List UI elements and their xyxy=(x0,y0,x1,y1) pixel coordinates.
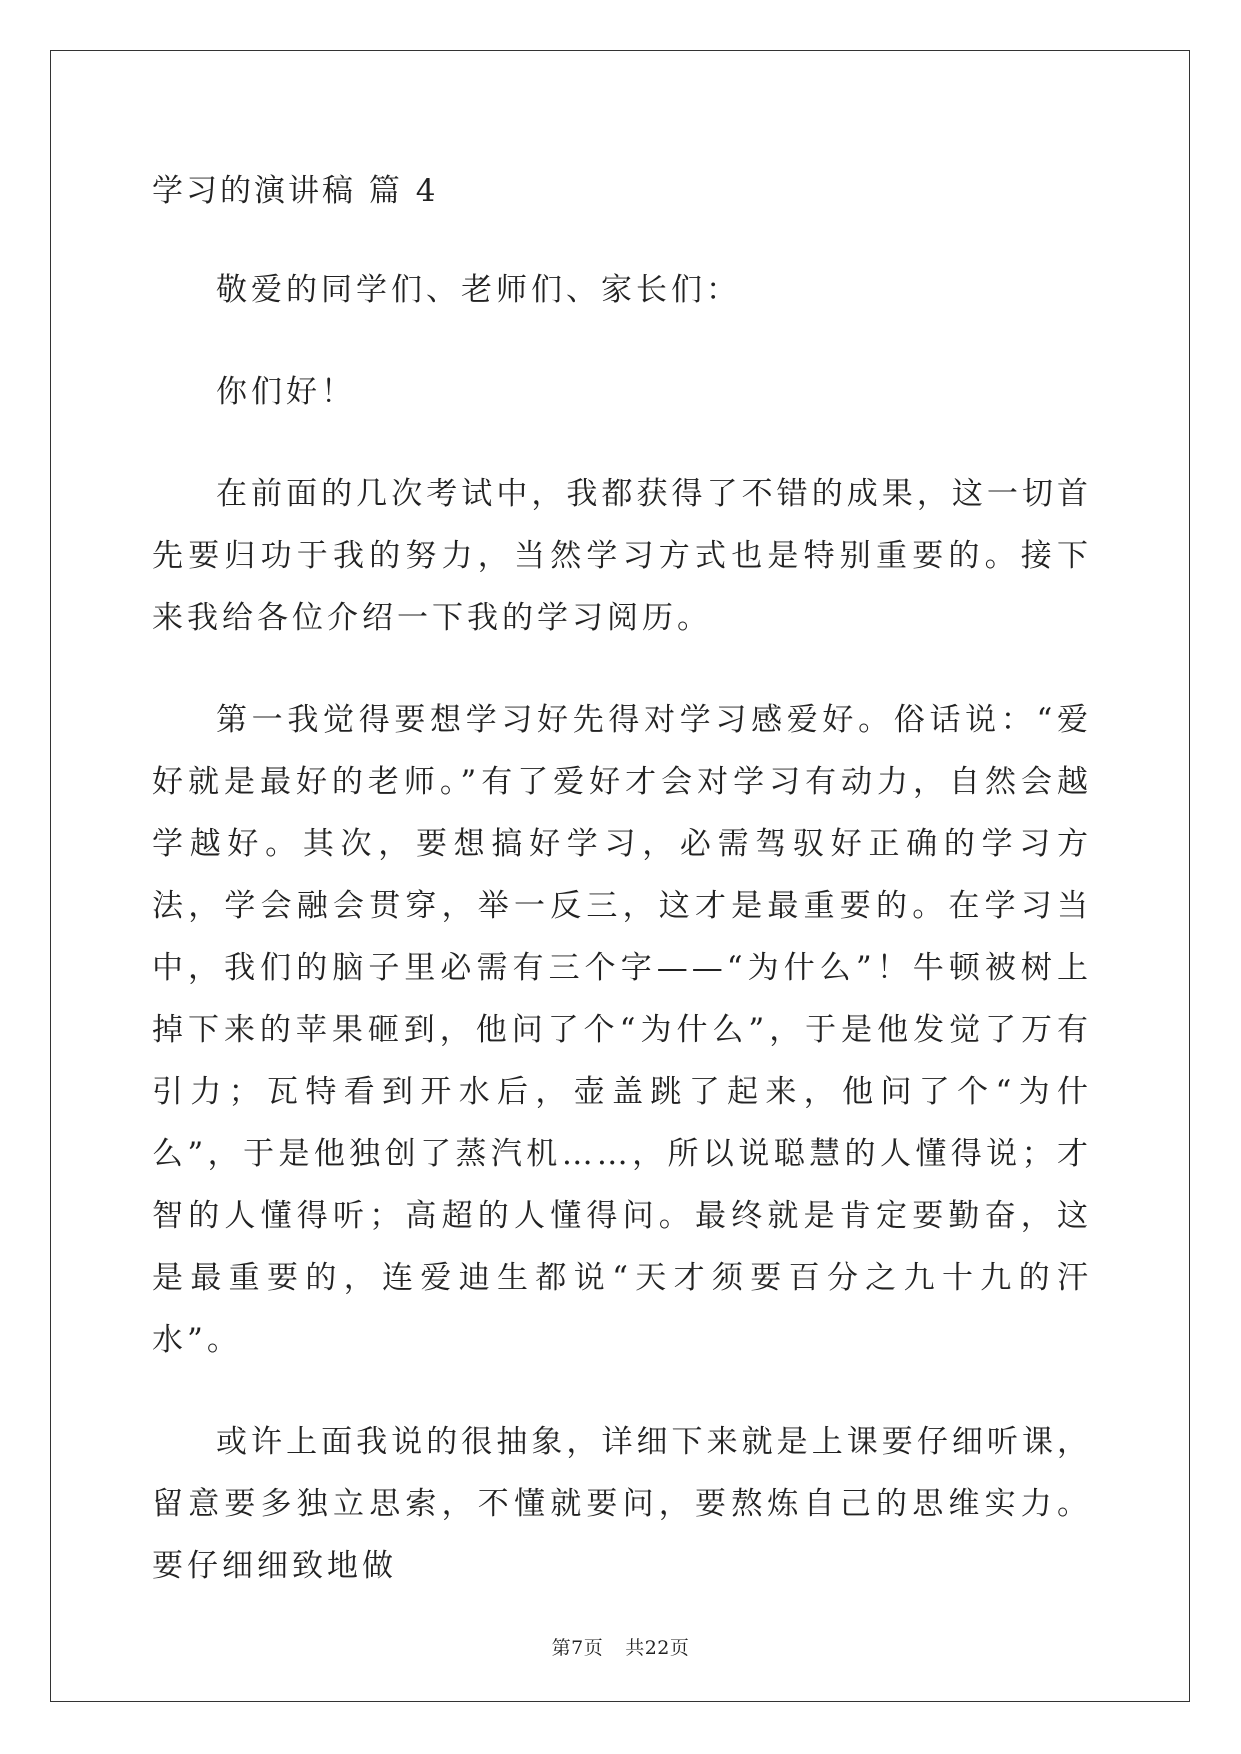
page-footer xyxy=(0,1636,1241,1660)
page-number-total: 共22页 xyxy=(625,1637,690,1659)
document-body xyxy=(152,160,1092,1637)
paragraph-salutation: 敬爱的同学们、老师们、家长们： xyxy=(216,272,741,308)
paragraph-greeting: 你们好！ xyxy=(216,374,356,410)
paragraph-detail: 或许上面我说的很抽象，详细下来就是上课要仔细听课，留意要多独立思索，不懂就要问，要熬炼自己的思维实力。要仔细细致地做 xyxy=(152,1424,1092,1584)
paragraph-main: 第一我觉得要想学习好先得对学习感爱好。俗话说：“爱好就是最好的老师。”有了爱好才会对学习有动力，自然会越学越好。其次，要想搞好学习，必需驾驭好正确的学习方法，学会融会贯穿，举一反三，这才是最重要的。在学习当中，我们的脑子里必需有三个字——“为什么”！牛顿被树上掉下来的苹果砸到，他问了个“为什么”，于是他发觉了万有引力；瓦特看到开水后，壶盖跳了起来，他问了个“为什么”，于是他独创了蒸汽机……，所以说聪慧的人懂得说；才智的人懂得听；高超的人懂得问。最终就是肯定要勤奋，这是最重要的，连爱迪生都说“天才须要百分之九十九的汗水”。 xyxy=(152,702,1092,1358)
paragraph-intro: 在前面的几次考试中，我都获得了不错的成果，这一切首先要归功于我的努力，当然学习方式也是特别重要的。接下来我给各位介绍一下我的学习阅历。 xyxy=(152,476,1092,636)
page-number-current: 第7页 xyxy=(551,1637,604,1659)
document-title: 学习的演讲稿 篇 4 xyxy=(152,173,439,209)
